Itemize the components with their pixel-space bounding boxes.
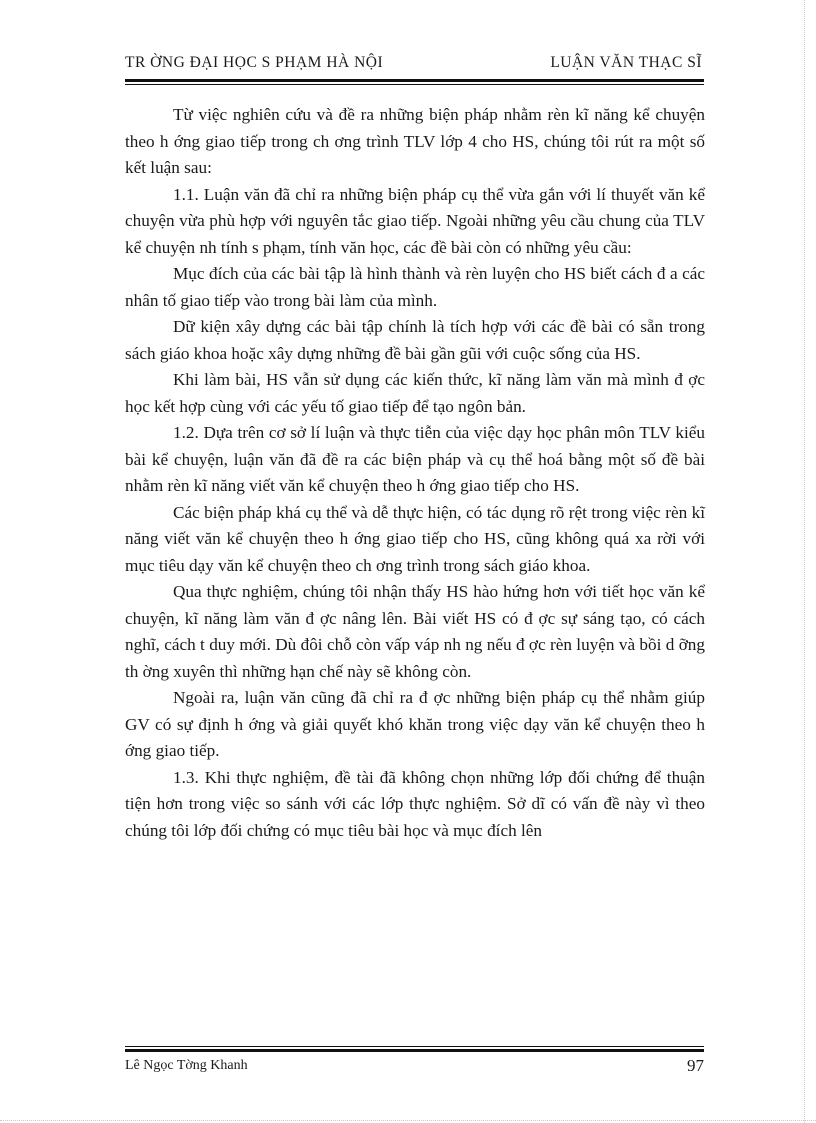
footer-divider xyxy=(125,1046,704,1052)
paragraph-teacher-guidance: Ngoài ra, luận văn cũng đã chỉ ra đ ợc những biện pháp cụ thể nhằm giúp GV có sự định h ớng và giải quyết khó khăn trong việc dạy văn kể chuyện theo h ớng giao tiếp. xyxy=(125,688,705,760)
body-text xyxy=(125,102,705,844)
header-university: TR ỜNG ĐẠI HỌC S PHẠM HÀ NỘI xyxy=(125,54,384,71)
page-edge-bottom xyxy=(0,1120,816,1121)
paragraph-conclusion-1-3: 1.3. Khi thực nghiệm, đề tài đã không chọn những lớp đối chứng để thuận tiện hơn trong việc so sánh với các lớp thực nghiệm. Sở dĩ có vấn đề này vì theo chúng tôi lớp đối chứng có mục tiêu bài học và mục đích lên xyxy=(125,767,705,840)
page-footer xyxy=(125,1056,704,1080)
paragraph-purpose: Mục đích của các bài tập là hình thành và rèn luyện cho HS biết cách đ a các nhân tố giao tiếp vào trong bài làm của mình. xyxy=(125,264,705,310)
footer-author: Lê Ngọc Tờng Khanh xyxy=(125,1058,248,1073)
header-divider xyxy=(125,79,704,85)
paragraph-student-work: Khi làm bài, HS vẫn sử dụng các kiến thức, kĩ năng làm văn mà mình đ ợc học kết hợp cùng với các yếu tố giao tiếp để tạo ngôn bản. xyxy=(125,370,705,416)
page-header xyxy=(125,48,702,72)
paragraph-measures: Các biện pháp khá cụ thể và dễ thực hiện, có tác dụng rõ rệt trong việc rèn kĩ năng viết văn kể chuyện theo h ớng giao tiếp cho HS, cũng không quá xa rời với mục tiêu dạy văn kể chuyện theo ch ơng trình trong sách giáo khoa. xyxy=(125,502,705,575)
paragraph-conclusion-1-2: 1.2. Dựa trên cơ sở lí luận và thực tiễn của việc dạy học phân môn TLV kiểu bài kể chuyện, luận văn đã đề ra các biện pháp và cụ thể hoá bằng một số đề bài nhằm rèn kĩ năng viết văn kể chuyện theo h ớng giao tiếp cho HS. xyxy=(125,423,705,495)
page-edge-right xyxy=(804,0,805,1123)
paragraph-conclusion-1-1: 1.1. Luận văn đã chỉ ra những biện pháp cụ thể vừa gắn với lí thuyết văn kể chuyện vừa phù hợp với nguyên tắc giao tiếp. Ngoài những yêu cầu chung của TLV kể chuyện nh tính s phạm, tính văn học, các đề bài còn có những yêu cầu: xyxy=(125,184,705,257)
page-number: 97 xyxy=(687,1056,704,1075)
paragraph-intro: Từ việc nghiên cứu và đề ra những biện pháp nhằm rèn kĩ năng kể chuyện theo h ớng giao tiếp trong ch ơng trình TLV lớp 4 cho HS, chúng tôi rút ra một số kết luận sau: xyxy=(125,105,705,177)
paragraph-data-source: Dữ kiện xây dựng các bài tập chính là tích hợp với các đề bài có sẵn trong sách giáo khoa hoặc xây dựng những đề bài gần gũi với cuộc sống của HS. xyxy=(125,317,705,363)
header-thesis-type: LUẬN VĂN THẠC SĨ xyxy=(550,54,702,71)
paragraph-experiment: Qua thực nghiệm, chúng tôi nhận thấy HS hào hứng hơn với tiết học văn kể chuyện, kĩ năng làm văn đ ợc nâng lên. Bài viết HS có đ ợc sự sáng tạo, có cách nghĩ, cách t duy mới. Dù đôi chỗ còn vấp váp nh ng nếu đ ợc rèn luyện và bồi d ỡng th ờng xuyên thì những hạn chế này sẽ không còn. xyxy=(125,582,705,681)
